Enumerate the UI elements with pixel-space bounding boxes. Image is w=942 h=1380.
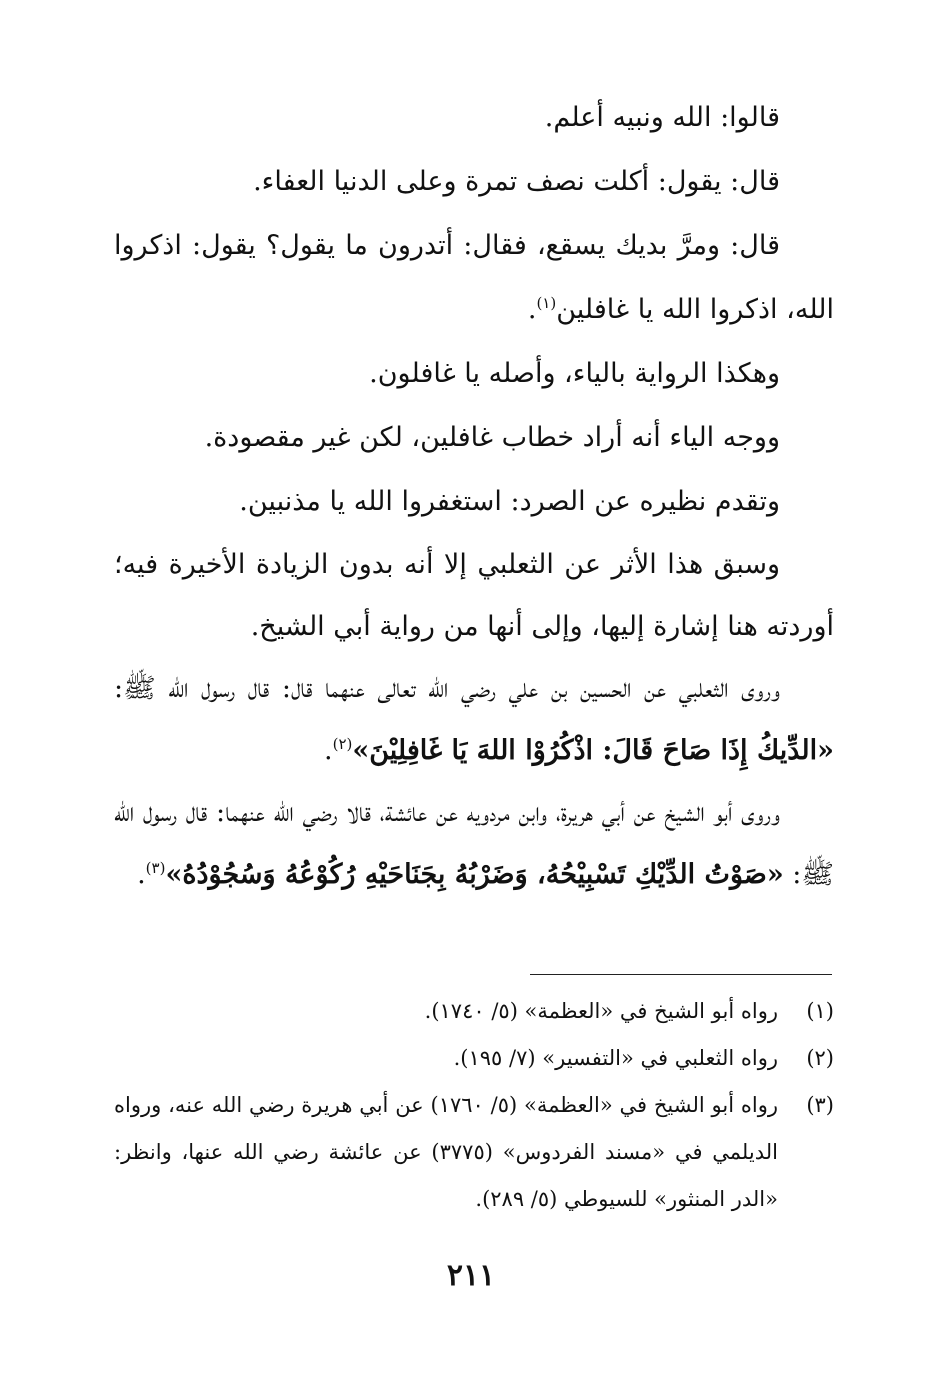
footnote-text: رواه الثعلبي في «التفسير» (٧/ ١٩٥). [453, 1046, 778, 1070]
footnote-ref-3[interactable]: (٣) [145, 859, 166, 877]
paragraph-6: وتقدم نظيره عن الصرد: استغفروا الله يا مذنبين. [239, 486, 780, 517]
footnotes [114, 988, 834, 1223]
page-number: ٢١١ [446, 1258, 496, 1293]
paragraph-2: قال: يقول: أكلت نصف تمرة وعلى الدنيا العفاء. [253, 166, 780, 197]
footnote-ref-1[interactable]: (١) [536, 294, 557, 312]
paragraph-9 [114, 782, 834, 906]
paragraph-7: وسبق هذا الأثر عن الثعلبي إلا أنه بدون الزيادة الأخيرة فيه؛ أوردته هنا إشارة إليها، وإلى أنها من رواية أبي الشيخ. [114, 549, 834, 642]
paragraph-3-end: . [527, 294, 537, 325]
paragraph-3-text: قال: ومرَّ بديك يسقع، فقال: أتدرون ما يقول؟ يقول: اذكروا الله، اذكروا الله يا غافلين [114, 230, 834, 325]
main-text [114, 86, 834, 906]
footnote-number: (٣) [806, 1093, 834, 1117]
footnote-3 [114, 1082, 834, 1223]
hadith-quote-1: «الدِّيكُ إِذَا صَاحَ قَالَ: اذْكُرُوْا اللهَ يَا غَافِلِيْنَ» [352, 735, 834, 766]
paragraph-8-end: . [323, 735, 333, 766]
paragraph-8 [114, 658, 834, 782]
paragraph-9-end: . [137, 859, 146, 890]
footnote-divider [530, 974, 832, 975]
paragraph-8-intro: وروى الثعلبي عن الحسين بن علي رضي الله تعالى عنهما قال: قال رسول الله ﷺ: [114, 673, 780, 704]
paragraph-9-intro: وروى أبو الشيخ عن أبي هريرة، وابن مردويه عن عائشة، قالا رضي الله عنهما: قال رسول الله ﷺ: [114, 797, 834, 890]
footnote-number: (٢) [806, 1046, 834, 1070]
footnote-text: رواه أبو الشيخ في «العظمة» (٥/ ١٧٤٠). [424, 999, 778, 1023]
footnote-ref-2[interactable]: (٢) [332, 735, 353, 753]
paragraph-3 [114, 214, 834, 342]
footnote-1 [114, 988, 834, 1035]
footnote-text: رواه أبو الشيخ في «العظمة» (٥/ ١٧٦٠) عن أبي هريرة رضي الله عنه، ورواه الديلمي في «مسند الفردوس» (٣٧٧٥) عن عائشة رضي الله عنها، وانظر: «الدر المنثور» للسيوطي (٥/ ٢٨٩). [114, 1093, 778, 1211]
footnote-2 [114, 1035, 834, 1082]
paragraph-1: قالوا: الله ونبيه أعلم. [544, 102, 780, 133]
paragraph-5: ووجه الياء أنه أراد خطاب غافلين، لكن غير مقصودة. [204, 422, 780, 453]
hadith-quote-2: «صَوْتُ الدِّيْكِ تَسْبِيْحُهُ، وَضَرْبُهُ بِجَنَاحَيْهِ رُكُوْعُهُ وَسُجُوْدُهُ» [165, 859, 784, 890]
paragraph-4: وهكذا الرواية بالياء، وأصله يا غافلون. [369, 358, 780, 389]
footnote-number: (١) [806, 999, 834, 1023]
